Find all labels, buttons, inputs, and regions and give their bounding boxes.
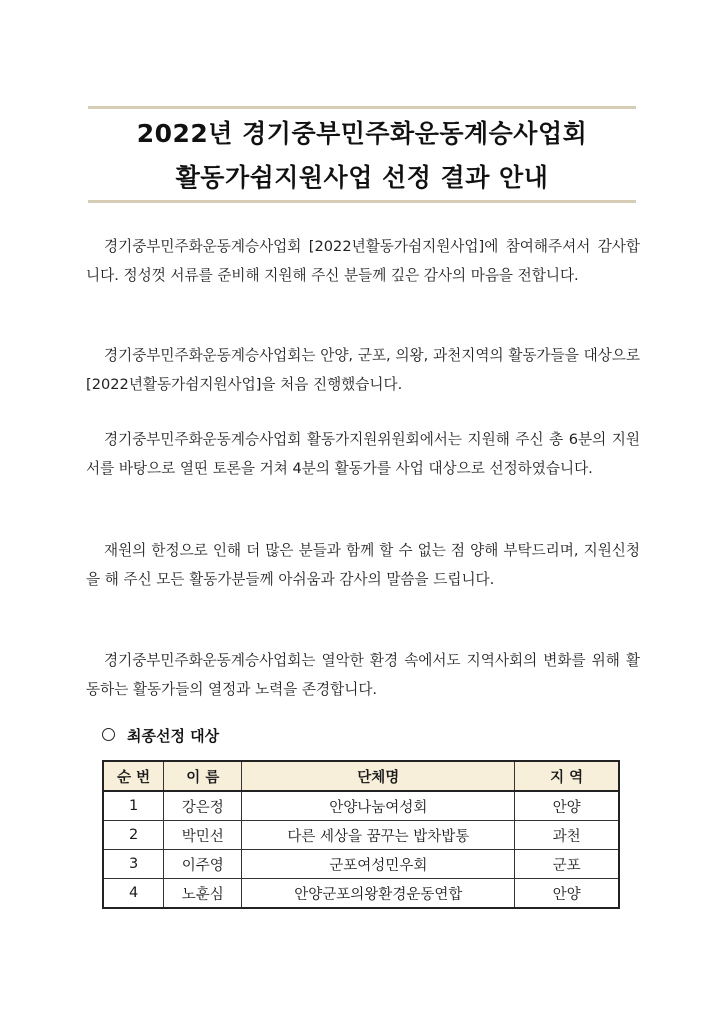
cell-number: 2: [103, 821, 164, 850]
cell-name: 박민선: [164, 821, 242, 850]
section-heading: [102, 725, 219, 746]
table-row: [103, 821, 619, 850]
table-row: [103, 850, 619, 879]
paragraph-respect: 경기중부민주화운동계승사업회는 열악한 환경 속에서도 지역사회의 변화를 위해 활동하는 활동가들의 열정과 노력을 존경합니다.: [86, 652, 640, 698]
cell-region: 군포: [515, 850, 619, 879]
title-top-rule: [88, 106, 636, 109]
cell-organization: 군포여성민우회: [242, 850, 515, 879]
paragraph-thanks: 경기중부민주화운동계승사업회 [2022년활동가쉼지원사업]에 참여해주셔서 감사합니다. 정성껏 서류를 준비해 지원해 주신 분들께 깊은 감사의 마음을 전합니다.: [86, 238, 640, 284]
cell-organization: 안양군포의왕환경운동연합: [242, 879, 515, 909]
paragraph-selection: 경기중부민주화운동계승사업회 활동가지원위원회에서는 지원해 주신 총 6분의 지원서를 바탕으로 열띤 토론을 거쳐 4분의 활동가를 사업 대상으로 선정하였습니다.: [86, 431, 640, 477]
table-header-row: [103, 761, 619, 791]
title-bottom-rule: [88, 200, 636, 203]
table-row: [103, 879, 619, 909]
table-row: [103, 791, 619, 821]
cell-region: 안양: [515, 791, 619, 821]
document-title-line2: 활동가쉼지원사업 선정 결과 안내: [175, 163, 549, 192]
paragraph-program-intro: 경기중부민주화운동계승사업회는 안양, 군포, 의왕, 과천지역의 활동가들을 대상으로 [2022년활동가쉼지원사업]을 처음 진행했습니다.: [86, 347, 640, 393]
header-region: 지 역: [515, 761, 619, 791]
document-title-line1: 2022년 경기중부민주화운동계승사업회: [136, 119, 588, 148]
cell-name: 강은정: [164, 791, 242, 821]
paragraph-apology: 재원의 한정으로 인해 더 많은 분들과 함께 할 수 없는 점 양해 부탁드리며, 지원신청을 해 주신 모든 활동가분들께 아쉬움과 감사의 말씀을 드립니다.: [86, 542, 640, 588]
circle-bullet-icon: [102, 728, 115, 741]
section-heading-label: 최종선정 대상: [127, 727, 220, 745]
cell-number: 4: [103, 879, 164, 909]
cell-number: 3: [103, 850, 164, 879]
header-name: 이 름: [164, 761, 242, 791]
cell-organization: 다른 세상을 꿈꾸는 밥차밥통: [242, 821, 515, 850]
cell-name: 이주영: [164, 850, 242, 879]
cell-organization: 안양나눔여성회: [242, 791, 515, 821]
cell-number: 1: [103, 791, 164, 821]
selected-recipients-table: [102, 760, 620, 909]
header-number: 순 번: [103, 761, 164, 791]
cell-region: 과천: [515, 821, 619, 850]
cell-region: 안양: [515, 879, 619, 909]
cell-name: 노훈심: [164, 879, 242, 909]
header-organization: 단체명: [242, 761, 515, 791]
